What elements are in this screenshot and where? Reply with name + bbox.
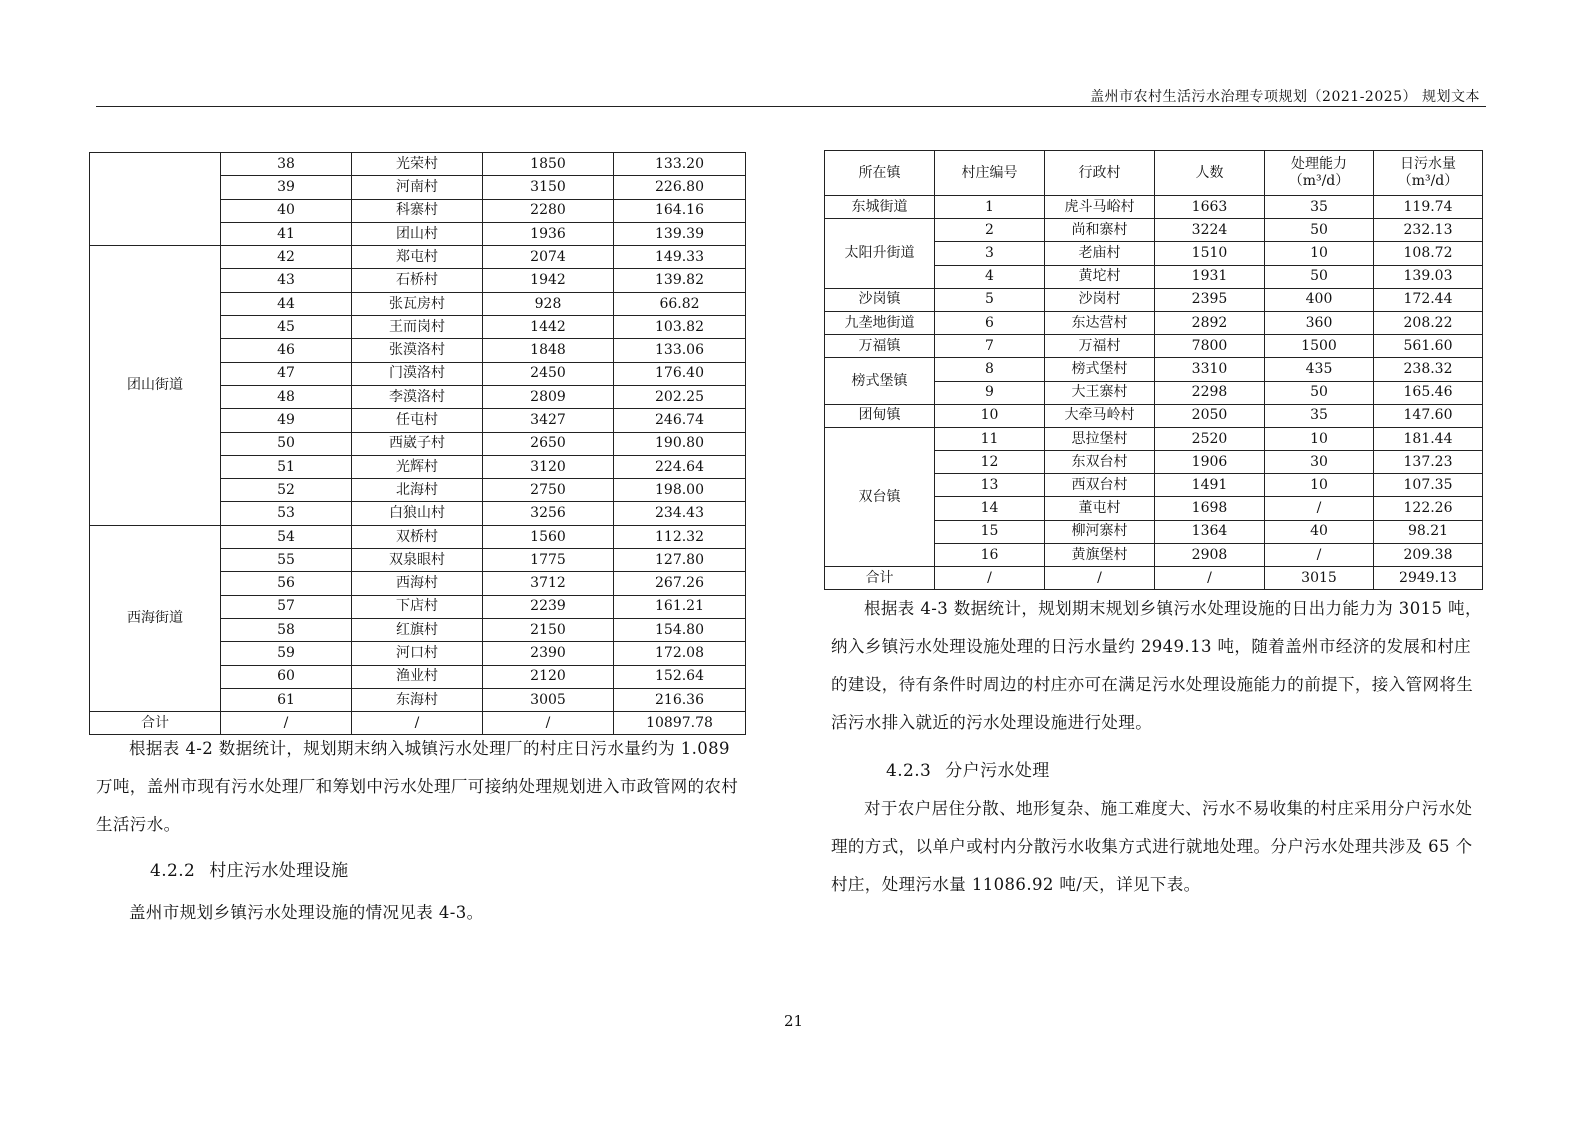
- daily-sewage-cell: 122.26: [1374, 497, 1483, 520]
- village-name-cell: 团山村: [352, 222, 483, 245]
- capacity-cell: 360: [1265, 311, 1374, 334]
- daily-sewage-cell: 98.21: [1374, 520, 1483, 543]
- village-id-cell: 13: [935, 474, 1045, 497]
- village-id-cell: 58: [221, 618, 352, 641]
- town-cell: 团山街道: [90, 246, 221, 526]
- capacity-cell: 50: [1265, 381, 1374, 404]
- daily-sewage-cell: 139.82: [614, 269, 746, 292]
- population-cell: 3712: [483, 572, 614, 595]
- daily-sewage-cell: 208.22: [1374, 311, 1483, 334]
- population-cell: 1936: [483, 222, 614, 245]
- village-id-cell: 41: [221, 222, 352, 245]
- town-cell: 西海街道: [90, 525, 221, 711]
- village-id-cell: 8: [935, 358, 1045, 381]
- capacity-cell: 50: [1265, 219, 1374, 242]
- table-row: [825, 427, 1483, 450]
- capacity-cell: 1500: [1265, 335, 1374, 358]
- village-name-cell: 白狼山村: [352, 502, 483, 525]
- table-row: [825, 404, 1483, 427]
- daily-sewage-cell: 234.43: [614, 502, 746, 525]
- daily-sewage-cell: 176.40: [614, 362, 746, 385]
- village-id-cell: 6: [935, 311, 1045, 334]
- population-cell: 1663: [1155, 196, 1265, 219]
- daily-sewage-cell: 119.74: [1374, 196, 1483, 219]
- village-name-cell: 东达营村: [1045, 311, 1155, 334]
- town-cell: 沙岗镇: [825, 288, 935, 311]
- village-name-cell: 王而岗村: [352, 316, 483, 339]
- population-cell: 3310: [1155, 358, 1265, 381]
- population-cell: 928: [483, 292, 614, 315]
- population-cell: 2150: [483, 618, 614, 641]
- village-name-cell: 虎斗马峪村: [1045, 196, 1155, 219]
- village-name-cell: 东海村: [352, 688, 483, 711]
- section-heading-4-2-3: [886, 756, 1050, 781]
- capacity-cell: /: [1265, 543, 1374, 566]
- village-id-cell: 42: [221, 246, 352, 269]
- village-name-cell: 榜式堡村: [1045, 358, 1155, 381]
- total-cell: 合计: [825, 567, 935, 590]
- population-cell: 7800: [1155, 335, 1265, 358]
- village-id-cell: 51: [221, 455, 352, 478]
- population-cell: 2892: [1155, 311, 1265, 334]
- village-name-cell: 西双台村: [1045, 474, 1155, 497]
- daily-sewage-cell: 133.06: [614, 339, 746, 362]
- table-row: [90, 153, 746, 176]
- village-id-cell: 54: [221, 525, 352, 548]
- village-id-cell: 61: [221, 688, 352, 711]
- table-row: [825, 219, 1483, 242]
- population-cell: 2395: [1155, 288, 1265, 311]
- village-id-cell: 49: [221, 409, 352, 432]
- daily-sewage-cell: 161.21: [614, 595, 746, 618]
- table-row: [825, 196, 1483, 219]
- capacity-cell: 435: [1265, 358, 1374, 381]
- town-cell: 万福镇: [825, 335, 935, 358]
- village-name-cell: 思拉堡村: [1045, 427, 1155, 450]
- daily-sewage-cell: 267.26: [614, 572, 746, 595]
- table-row: [825, 335, 1483, 358]
- daily-sewage-cell: 66.82: [614, 292, 746, 315]
- table-row: [90, 525, 746, 548]
- total-cell: /: [221, 712, 352, 735]
- village-id-cell: 5: [935, 288, 1045, 311]
- population-cell: 1510: [1155, 242, 1265, 265]
- header-daily-sewage: 日污水量（m³/d）: [1374, 151, 1483, 196]
- village-name-cell: 光辉村: [352, 455, 483, 478]
- village-id-cell: 50: [221, 432, 352, 455]
- village-name-cell: 李漠洛村: [352, 385, 483, 408]
- village-id-cell: 1: [935, 196, 1045, 219]
- population-cell: 2298: [1155, 381, 1265, 404]
- population-cell: 2074: [483, 246, 614, 269]
- capacity-cell: 35: [1265, 404, 1374, 427]
- daily-sewage-cell: 139.03: [1374, 265, 1483, 288]
- population-cell: 3427: [483, 409, 614, 432]
- village-name-cell: 西海村: [352, 572, 483, 595]
- total-cell: /: [483, 712, 614, 735]
- village-id-cell: 59: [221, 642, 352, 665]
- capacity-cell: 40: [1265, 520, 1374, 543]
- village-id-cell: 55: [221, 549, 352, 572]
- village-id-cell: 57: [221, 595, 352, 618]
- village-name-cell: 光荣村: [352, 153, 483, 176]
- daily-sewage-cell: 152.64: [614, 665, 746, 688]
- town-cell: 团甸镇: [825, 404, 935, 427]
- left-table-body: [90, 153, 746, 735]
- village-name-cell: 北海村: [352, 479, 483, 502]
- village-id-cell: 16: [935, 543, 1045, 566]
- daily-sewage-cell: 164.16: [614, 199, 746, 222]
- right-paragraph-1: 根据表 4-3 数据统计，规划期末规划乡镇污水处理设施的日出力能力为 3015 吨，纳入乡镇污水处理设施处理的日污水量约 2949.13 吨，随着盖州市经济的发展和村庄的建设，待有条件时周边的村庄亦可在满足污水处理设施能力的前提下，接入管网将生活污水排入就近的污水处理设施进行处理。: [831, 599, 1482, 732]
- daily-sewage-cell: 190.80: [614, 432, 746, 455]
- right-township-facility-table: [824, 150, 1483, 590]
- table-header-row: [825, 151, 1483, 196]
- village-name-cell: 科寨村: [352, 199, 483, 222]
- population-cell: 2239: [483, 595, 614, 618]
- left-paragraph-2: 盖州市规划乡镇污水处理设施的情况见表 4-3。: [129, 903, 484, 922]
- village-id-cell: 39: [221, 176, 352, 199]
- population-cell: 2280: [483, 199, 614, 222]
- header-capacity: 处理能力（m³/d）: [1265, 151, 1374, 196]
- village-id-cell: 56: [221, 572, 352, 595]
- population-cell: 1931: [1155, 265, 1265, 288]
- section-number: 4.2.3: [886, 761, 932, 781]
- daily-sewage-cell: 561.60: [1374, 335, 1483, 358]
- village-id-cell: 7: [935, 335, 1045, 358]
- daily-sewage-cell: 209.38: [1374, 543, 1483, 566]
- population-cell: 1364: [1155, 520, 1265, 543]
- village-name-cell: 老庙村: [1045, 242, 1155, 265]
- daily-sewage-cell: 108.72: [1374, 242, 1483, 265]
- village-id-cell: 48: [221, 385, 352, 408]
- population-cell: 2450: [483, 362, 614, 385]
- total-cell: 10897.78: [614, 712, 746, 735]
- village-name-cell: 大王寨村: [1045, 381, 1155, 404]
- capacity-cell: 10: [1265, 242, 1374, 265]
- village-id-cell: 9: [935, 381, 1045, 404]
- village-id-cell: 2: [935, 219, 1045, 242]
- section-number: 4.2.2: [150, 861, 196, 881]
- village-id-cell: 12: [935, 451, 1045, 474]
- town-cell: [90, 153, 221, 246]
- population-cell: 2390: [483, 642, 614, 665]
- population-cell: 1848: [483, 339, 614, 362]
- village-name-cell: 东双台村: [1045, 451, 1155, 474]
- village-id-cell: 45: [221, 316, 352, 339]
- population-cell: 2050: [1155, 404, 1265, 427]
- capacity-cell: 50: [1265, 265, 1374, 288]
- right-paragraph-2: 对于农户居住分散、地形复杂、施工难度大、污水不易收集的村庄采用分户污水处理的方式，以单户或村内分散污水收集方式进行就地处理。分户污水处理共涉及 65 个村庄，处理污水量 11086.92 吨/天，详见下表。: [831, 799, 1473, 894]
- village-name-cell: 万福村: [1045, 335, 1155, 358]
- total-cell: /: [935, 567, 1045, 590]
- total-cell: /: [352, 712, 483, 735]
- total-cell: 合计: [90, 712, 221, 735]
- town-cell: 榜式堡镇: [825, 358, 935, 404]
- population-cell: 1491: [1155, 474, 1265, 497]
- village-name-cell: 张漠洛村: [352, 339, 483, 362]
- population-cell: 1560: [483, 525, 614, 548]
- capacity-cell: 10: [1265, 427, 1374, 450]
- town-cell: 东城街道: [825, 196, 935, 219]
- daily-sewage-cell: 202.25: [614, 385, 746, 408]
- village-id-cell: 4: [935, 265, 1045, 288]
- total-cell: /: [1155, 567, 1265, 590]
- population-cell: 2809: [483, 385, 614, 408]
- table-row: [825, 311, 1483, 334]
- document-header-title: 盖州市农村生活污水治理专项规划（2021-2025） 规划文本: [1090, 89, 1480, 105]
- town-cell: 九垄地街道: [825, 311, 935, 334]
- total-cell: /: [1045, 567, 1155, 590]
- village-name-cell: 门漠洛村: [352, 362, 483, 385]
- village-name-cell: 尚和寨村: [1045, 219, 1155, 242]
- header-village-id: 村庄编号: [935, 151, 1045, 196]
- village-name-cell: 郑屯村: [352, 246, 483, 269]
- left-village-table: [89, 152, 746, 735]
- village-id-cell: 47: [221, 362, 352, 385]
- village-name-cell: 黄坨村: [1045, 265, 1155, 288]
- header-population: 人数: [1155, 151, 1265, 196]
- population-cell: 2520: [1155, 427, 1265, 450]
- header-admin-village: 行政村: [1045, 151, 1155, 196]
- village-name-cell: 双桥村: [352, 525, 483, 548]
- total-cell: 2949.13: [1374, 567, 1483, 590]
- population-cell: 1850: [483, 153, 614, 176]
- daily-sewage-cell: 246.74: [614, 409, 746, 432]
- village-name-cell: 河南村: [352, 176, 483, 199]
- population-cell: 2120: [483, 665, 614, 688]
- town-cell: 太阳升街道: [825, 219, 935, 289]
- daily-sewage-cell: 232.13: [1374, 219, 1483, 242]
- village-id-cell: 44: [221, 292, 352, 315]
- right-table-body: [825, 196, 1483, 590]
- population-cell: 2750: [483, 479, 614, 502]
- daily-sewage-cell: 127.80: [614, 549, 746, 572]
- daily-sewage-cell: 172.44: [1374, 288, 1483, 311]
- daily-sewage-cell: 103.82: [614, 316, 746, 339]
- section-heading-4-2-2: [150, 856, 348, 881]
- daily-sewage-cell: 112.32: [614, 525, 746, 548]
- village-id-cell: 10: [935, 404, 1045, 427]
- table-row: [825, 288, 1483, 311]
- village-id-cell: 14: [935, 497, 1045, 520]
- population-cell: 3256: [483, 502, 614, 525]
- population-cell: 1775: [483, 549, 614, 572]
- village-id-cell: 40: [221, 199, 352, 222]
- daily-sewage-cell: 107.35: [1374, 474, 1483, 497]
- village-name-cell: 董屯村: [1045, 497, 1155, 520]
- village-name-cell: 渔业村: [352, 665, 483, 688]
- village-id-cell: 46: [221, 339, 352, 362]
- village-name-cell: 柳河寨村: [1045, 520, 1155, 543]
- capacity-cell: 400: [1265, 288, 1374, 311]
- village-name-cell: 河口村: [352, 642, 483, 665]
- population-cell: 3150: [483, 176, 614, 199]
- town-cell: 双台镇: [825, 427, 935, 566]
- population-cell: 3005: [483, 688, 614, 711]
- population-cell: 3224: [1155, 219, 1265, 242]
- capacity-cell: 10: [1265, 474, 1374, 497]
- daily-sewage-cell: 238.32: [1374, 358, 1483, 381]
- header-divider: [96, 106, 1486, 107]
- village-name-cell: 大牵马岭村: [1045, 404, 1155, 427]
- village-name-cell: 沙岗村: [1045, 288, 1155, 311]
- daily-sewage-cell: 226.80: [614, 176, 746, 199]
- village-id-cell: 43: [221, 269, 352, 292]
- village-id-cell: 15: [935, 520, 1045, 543]
- capacity-cell: 35: [1265, 196, 1374, 219]
- section-title: 分户污水处理: [945, 761, 1050, 781]
- population-cell: 1942: [483, 269, 614, 292]
- population-cell: 3120: [483, 455, 614, 478]
- village-id-cell: 11: [935, 427, 1045, 450]
- village-id-cell: 60: [221, 665, 352, 688]
- daily-sewage-cell: 137.23: [1374, 451, 1483, 474]
- daily-sewage-cell: 172.08: [614, 642, 746, 665]
- daily-sewage-cell: 149.33: [614, 246, 746, 269]
- table-row: [90, 246, 746, 269]
- village-name-cell: 张瓦房村: [352, 292, 483, 315]
- village-name-cell: 黄旗堡村: [1045, 543, 1155, 566]
- daily-sewage-cell: 198.00: [614, 479, 746, 502]
- population-cell: 2650: [483, 432, 614, 455]
- table-row: [825, 358, 1483, 381]
- village-id-cell: 38: [221, 153, 352, 176]
- village-name-cell: 西崴子村: [352, 432, 483, 455]
- village-name-cell: 石桥村: [352, 269, 483, 292]
- population-cell: 2908: [1155, 543, 1265, 566]
- capacity-cell: /: [1265, 497, 1374, 520]
- page-number: 21: [783, 1012, 804, 1030]
- village-name-cell: 下店村: [352, 595, 483, 618]
- village-name-cell: 红旗村: [352, 618, 483, 641]
- village-id-cell: 52: [221, 479, 352, 502]
- header-town: 所在镇: [825, 151, 935, 196]
- population-cell: 1906: [1155, 451, 1265, 474]
- daily-sewage-cell: 147.60: [1374, 404, 1483, 427]
- daily-sewage-cell: 154.80: [614, 618, 746, 641]
- population-cell: 1698: [1155, 497, 1265, 520]
- total-row: [825, 567, 1483, 590]
- daily-sewage-cell: 224.64: [614, 455, 746, 478]
- total-cell: 3015: [1265, 567, 1374, 590]
- village-id-cell: 53: [221, 502, 352, 525]
- daily-sewage-cell: 133.20: [614, 153, 746, 176]
- daily-sewage-cell: 139.39: [614, 222, 746, 245]
- village-name-cell: 双泉眼村: [352, 549, 483, 572]
- capacity-cell: 30: [1265, 451, 1374, 474]
- village-name-cell: 任屯村: [352, 409, 483, 432]
- left-paragraph-1: 根据表 4-2 数据统计，规划期末纳入城镇污水处理厂的村庄日污水量约为 1.089 万吨，盖州市现有污水处理厂和筹划中污水处理厂可接纳处理规划进入市政管网的农村生活污水。: [96, 739, 739, 834]
- village-id-cell: 3: [935, 242, 1045, 265]
- daily-sewage-cell: 165.46: [1374, 381, 1483, 404]
- section-title: 村庄污水处理设施: [209, 861, 349, 881]
- daily-sewage-cell: 216.36: [614, 688, 746, 711]
- population-cell: 1442: [483, 316, 614, 339]
- daily-sewage-cell: 181.44: [1374, 427, 1483, 450]
